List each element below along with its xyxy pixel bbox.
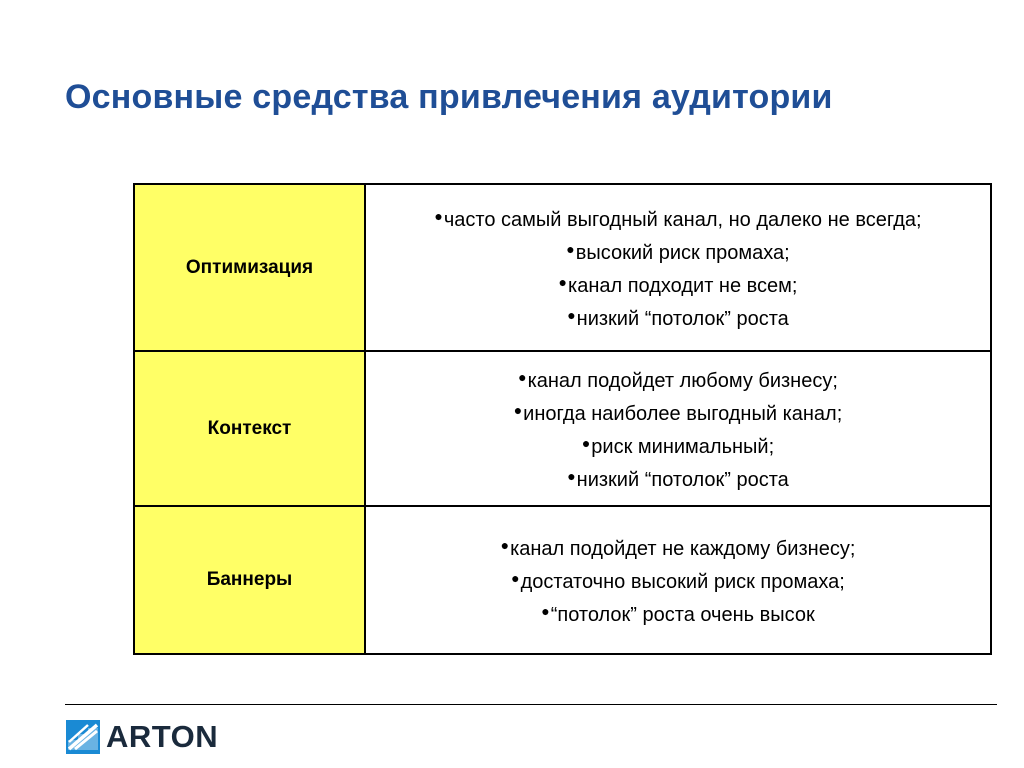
list-item bbox=[366, 202, 990, 235]
list-item-text: иногда наиболее выгодный канал; bbox=[523, 402, 843, 425]
list-item bbox=[366, 268, 990, 301]
list-item bbox=[366, 462, 990, 495]
bullet-icon: ● bbox=[511, 569, 520, 586]
list-item-text: низкий “потолок” роста bbox=[576, 468, 789, 491]
arton-logo-icon bbox=[66, 720, 100, 754]
list-item bbox=[366, 597, 990, 630]
bullet-icon: ● bbox=[558, 273, 567, 290]
list-item-text: высокий риск промаха; bbox=[575, 241, 790, 264]
list-item-text: “потолок” роста очень высок bbox=[550, 603, 815, 626]
list-item bbox=[366, 235, 990, 268]
bullet-icon: ● bbox=[567, 467, 576, 484]
table-row bbox=[134, 506, 991, 654]
channel-description bbox=[365, 506, 991, 654]
arton-logo bbox=[66, 717, 218, 757]
bullet-icon: ● bbox=[518, 368, 527, 385]
list-item bbox=[366, 564, 990, 597]
channel-label: Оптимизация bbox=[134, 184, 365, 351]
bullet-icon: ● bbox=[567, 306, 576, 323]
list-item bbox=[366, 531, 990, 564]
table-row bbox=[134, 184, 991, 351]
bullet-icon: ● bbox=[513, 401, 523, 418]
list-item bbox=[366, 363, 990, 396]
channel-description bbox=[365, 184, 991, 351]
footer-divider bbox=[65, 704, 997, 705]
bullet-icon: ● bbox=[581, 434, 591, 451]
channel-description bbox=[365, 351, 991, 506]
bullet-icon: ● bbox=[434, 207, 443, 224]
channel-label: Баннеры bbox=[134, 506, 365, 654]
logo-text: ARTON bbox=[106, 719, 219, 754]
bullet-icon: ● bbox=[566, 240, 575, 257]
channel-label: Контекст bbox=[134, 351, 365, 506]
list-item-text: канал подходит не всем; bbox=[568, 274, 798, 297]
comparison-table bbox=[133, 183, 992, 655]
list-item bbox=[366, 301, 990, 334]
table-row bbox=[134, 351, 991, 506]
list-item-text: достаточно высокий риск промаха; bbox=[520, 570, 845, 593]
bullet-icon: ● bbox=[541, 602, 550, 619]
list-item-text: канал подойдет не каждому бизнесу; bbox=[510, 537, 856, 560]
bullet-icon: ● bbox=[500, 536, 510, 553]
slide-title: Основные средства привлечения аудитории bbox=[65, 78, 833, 116]
list-item bbox=[366, 396, 990, 429]
list-item-text: канал подойдет любому бизнесу; bbox=[527, 369, 838, 392]
list-item-text: часто самый выгодный канал, но далеко не всегда; bbox=[443, 208, 922, 231]
list-item-text: риск минимальный; bbox=[591, 435, 775, 458]
list-item bbox=[366, 429, 990, 462]
list-item-text: низкий “потолок” роста bbox=[576, 307, 789, 330]
